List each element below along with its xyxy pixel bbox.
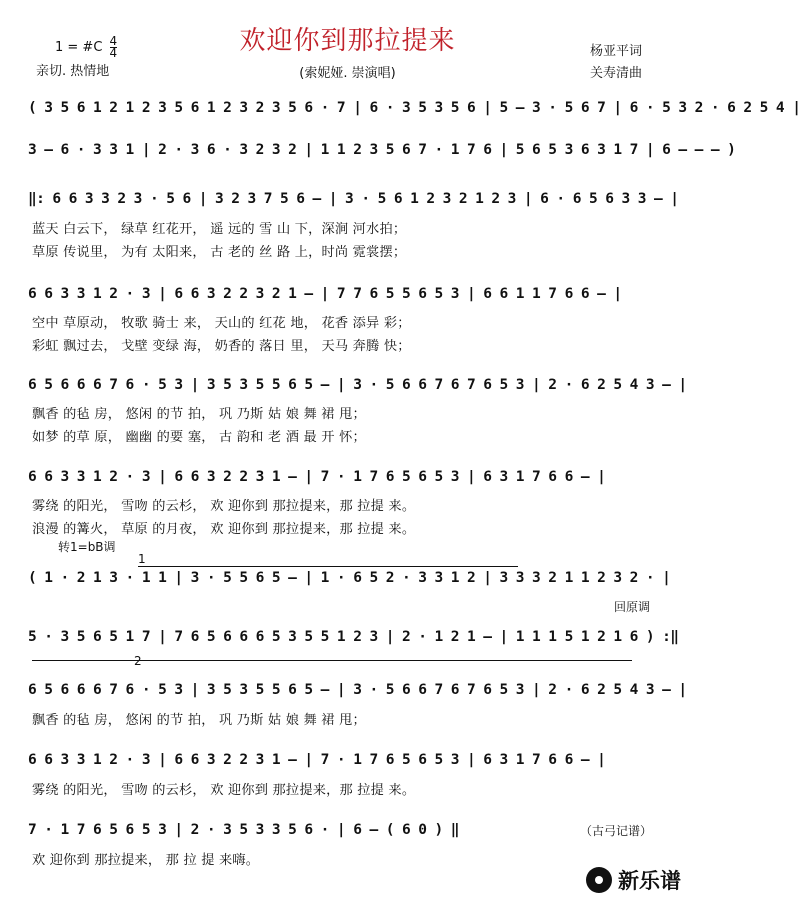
- notation-row-5: 6 5 6 6 6 7 6 · 5 3 | 3 5 3 5 5 6 5 – | 3 · 5 6 6 7 6 7 6 5 3 | 2 · 6 2 5 4 3 – |: [28, 377, 687, 393]
- notation-row-4: 6 6 3 3 1 2 · 3 | 6 6 3 2 2 3 2 1 – | 7 7 6 5 5 6 5 3 | 6 6 1 1 7 6 6 – |: [28, 286, 622, 302]
- notation-row-2: 3 – 6 · 3 3 1 | 2 · 3 6 · 3 2 3 2 | 1 1 2 3 5 6 7 · 1 7 6 | 5 6 5 3 6 3 1 7 | 6 – – – ): [28, 142, 736, 158]
- notation-row-10: 6 6 3 3 1 2 · 3 | 6 6 3 2 2 3 1 – | 7 · 1 7 6 5 6 5 3 | 6 3 1 7 6 6 – |: [28, 752, 606, 768]
- logo-text: 新乐谱: [618, 869, 681, 893]
- lyric-line: 彩虹 飘过去， 戈壁 变绿 海， 奶香的 落日 里， 天马 奔腾 快；: [32, 339, 411, 354]
- composer-credit: 关寿清曲: [590, 66, 643, 81]
- singer-credit: (索妮娅. 崇演唱): [299, 66, 396, 81]
- volta-2-bracket: [32, 660, 632, 661]
- key-label: 1 = #C: [55, 40, 103, 55]
- lyric-line: 如梦 的草 原， 幽幽 的要 塞， 古 韵和 老 酒 最 开 怀；: [32, 430, 366, 445]
- time-sig-bottom: 4: [109, 46, 118, 60]
- tempo-mood: 亲切. 热情地: [36, 64, 110, 79]
- song-title: 欢迎你到那拉提来: [239, 26, 456, 56]
- lyric-line: 飘香 的毡 房， 悠闲 的节 拍， 巩 乃斯 姑 娘 舞 裙 甩；: [32, 713, 366, 728]
- return-key-mark: 回原调: [614, 600, 651, 614]
- notation-row-3: ‖: 6 6 3 3 2 3 · 5 6 | 3 2 3 7 5 6 – | 3 · 5 6 1 2 3 2 1 2 3 | 6 · 6 5 6 3 3 – |: [28, 191, 679, 207]
- lyric-line: 雾绕 的阳光， 雪吻 的云杉， 欢 迎你到 那拉提来，那 拉提 来。: [32, 499, 416, 514]
- notation-credit: （古弓记谱）: [580, 824, 653, 838]
- notation-row-11: 7 · 1 7 6 5 6 5 3 | 2 · 3 5 3 3 5 6 · | 6 – ( 6 0 ) ‖: [28, 822, 459, 838]
- notation-row-9: 6 5 6 6 6 7 6 · 5 3 | 3 5 3 5 5 6 5 – | 3 · 5 6 6 7 6 7 6 5 3 | 2 · 6 2 5 4 3 – |: [28, 682, 687, 698]
- site-logo: [586, 865, 681, 895]
- notation-row-8: 5 · 3 5 6 5 1 7 | 7 6 5 6 6 6 5 3 5 5 1 2 3 | 2 · 1 2 1 – | 1 1 1 5 1 2 1 6 ) :‖: [28, 629, 679, 645]
- lyric-line: 浪漫 的篝火， 草原 的月夜， 欢 迎你到 那拉提来，那 拉提 来。: [32, 522, 416, 537]
- lyric-line: 欢 迎你到 那拉提来， 那 拉 提 来嗨。: [32, 853, 260, 868]
- lyric-line: 空中 草原动， 牧歌 骑士 来， 天山的 红花 地， 花香 添异 彩；: [32, 316, 411, 331]
- lyric-line: 飘香 的毡 房， 悠闲 的节 拍， 巩 乃斯 姑 娘 舞 裙 甩；: [32, 407, 366, 422]
- notation-row-7: ( 1 · 2 1 3 · 1 1 | 3 · 5 5 6 5 – | 1 · 6 5 2 · 3 3 1 2 | 3 3 3 2 1 1 2 3 2 · |: [28, 570, 671, 586]
- lyric-line: 蓝天 白云下， 绿草 红花开， 遥 远的 雪 山 下，深涧 河水拍；: [32, 222, 407, 237]
- time-signature: [110, 36, 118, 59]
- lyricist-credit: 杨亚平词: [590, 44, 643, 59]
- key-signature: [55, 36, 117, 59]
- time-sig-top: 4: [109, 34, 118, 48]
- volta-1-bracket: [138, 566, 518, 567]
- volta-2-number: 2: [134, 654, 142, 668]
- notation-row-6: 6 6 3 3 1 2 · 3 | 6 6 3 2 2 3 1 – | 7 · 1 7 6 5 6 5 3 | 6 3 1 7 6 6 – |: [28, 469, 606, 485]
- vinyl-disc-icon: [586, 867, 612, 893]
- lyric-line: 草原 传说里， 为有 太阳来， 古 老的 丝 路 上，时尚 霓裳摆；: [32, 245, 407, 260]
- modulation-mark: 转1=bB调: [58, 540, 116, 554]
- lyric-line: 雾绕 的阳光， 雪吻 的云杉， 欢 迎你到 那拉提来，那 拉提 来。: [32, 783, 416, 798]
- notation-row-1: ( 3 5 6 1 2 1 2 3 5 6 1 2 3 2 3 5 6 · 7 | 6 · 3 5 3 5 6 | 5 – 3 · 5 6 7 | 6 · 5 3 2 · 6 2 5 4 |: [28, 100, 800, 116]
- volta-1-number: 1: [138, 552, 146, 566]
